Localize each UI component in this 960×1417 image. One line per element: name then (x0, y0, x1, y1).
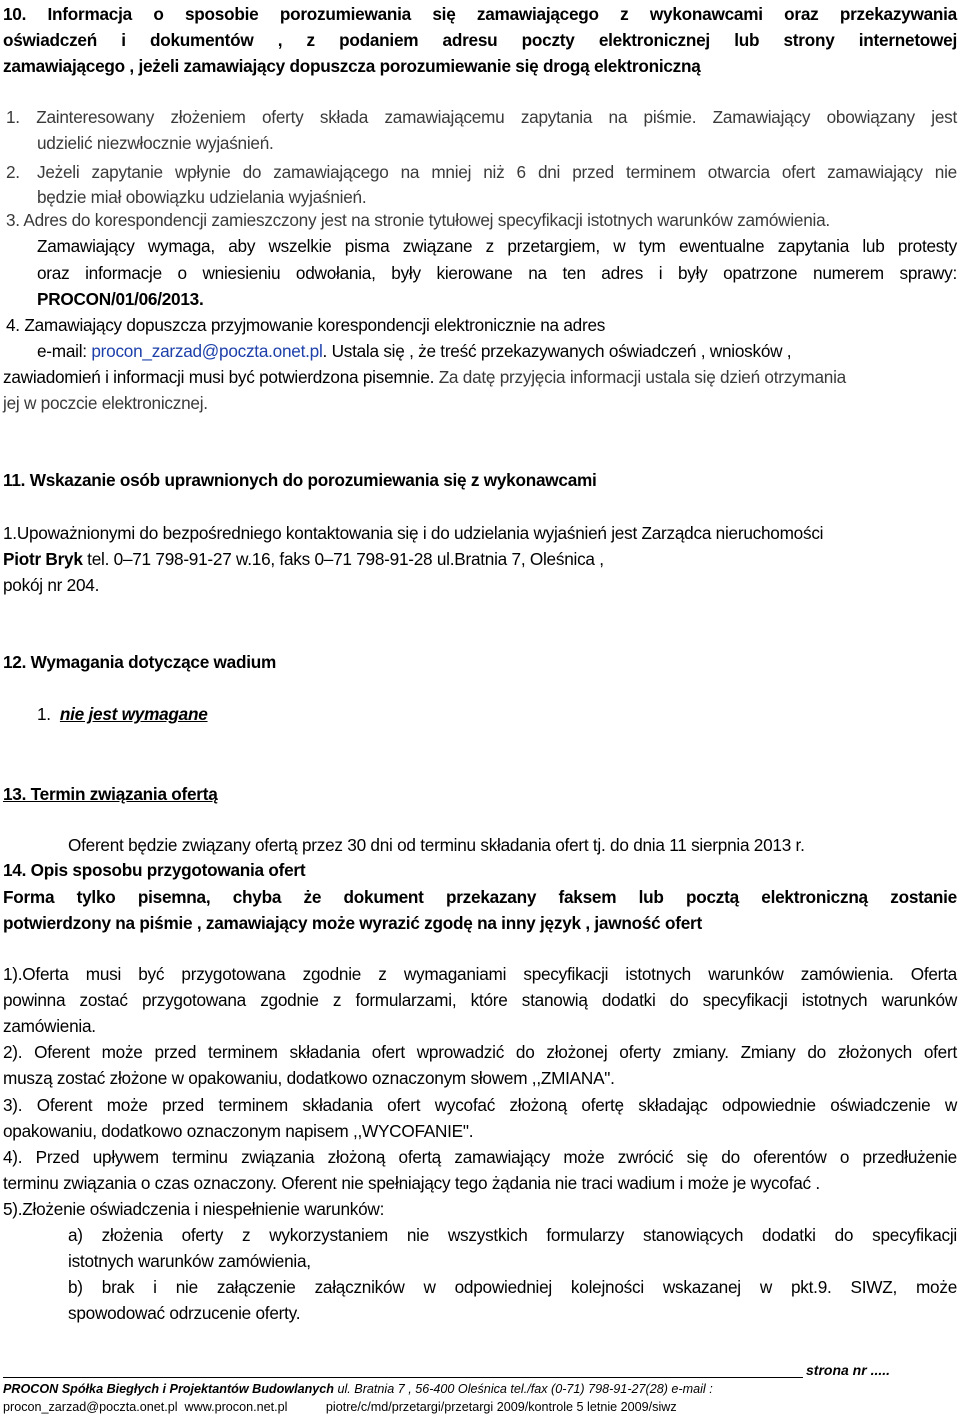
section-10-item-1-line-1: 1. Zainteresowany złożeniem oferty składa zamawiającemu zapytania na piśmie. Zamawiający obowiązany jest (6, 107, 957, 127)
section-14-p3-line-1: 3). Oferent może przed terminem składania ofert wycofać złożoną ofertę składając odpowiednie oświadczenie w (3, 1095, 957, 1115)
footer-website[interactable]: www.procon.net.pl (184, 1400, 288, 1414)
case-number: PROCON/01/06/2013. (37, 289, 204, 309)
footer-contact-line (3, 1400, 677, 1415)
section-10-item-2-line-1: Jeżeli zapytanie wpłynie do zamawiającego na mniej niż 6 dni przed terminem otwarcia ofert zamawiający nie (37, 162, 957, 182)
section-10-item-3-line-3: oraz informacje o wniesieniu odwołania, były kierowane na ten adres i były opatrzone numerem sprawy: (37, 263, 957, 283)
footer-file-path: piotre/c/md/przetargi/przetargi 2009/kontrole 5 letnie 2009/siwz (325, 1400, 677, 1414)
section-14-p4-line-2: terminu związania o czas oznaczony. Oferent nie spełniający tego żądania nie traci wadium i może je wycofać . (3, 1173, 820, 1193)
section-11-title: 11. Wskazanie osób uprawnionych do porozumiewania się z wykonawcami (3, 470, 597, 490)
footer-company-line (3, 1382, 713, 1397)
section-14-p2-line-1: 2). Oferent może przed terminem składania ofert wprowadzić do złożonej oferty zmiany. Zmiany do złożonych ofert (3, 1042, 957, 1062)
section-12-title: 12. Wymagania dotyczące wadium (3, 652, 277, 672)
footer-company-name: PROCON Spółka Biegłych i Projektantów Budowlanych (3, 1382, 334, 1396)
section-10-item-4-line-3 (3, 366, 846, 388)
footer-email[interactable]: procon_zarzad@poczta.onet.pl (3, 1400, 178, 1414)
section-10-item-4-line-1: 4. Zamawiający dopuszcza przyjmowanie korespondencji elektronicznie na adres (6, 315, 606, 335)
section-14-p3-line-2: opakowaniu, dodatkowo oznaczonym napisem ,,WYCOFANIE". (3, 1121, 474, 1141)
section-14-p1-line-2: powinna zostać przygotowana zgodnie z formularzami, które stanowią dodatki do specyfikacji istotnych warunków (3, 990, 957, 1010)
footer-address: ul. Bratnia 7 , 56-400 Oleśnica tel./fax (0-71) 798-91-27(28) e-mail : (334, 1382, 713, 1396)
section-14-a-line-1: a) złożenia oferty z wykorzystaniem nie wszystkich formularzy stanowiących dodatki do specyfikacji (68, 1225, 957, 1245)
section-14-p5-line-1: 5).Złożenie oświadczenia i niespełnienie warunków: (3, 1199, 385, 1219)
section-10-title-line-1: 10. Informacja o sposobie porozumiewania się zamawiającego z wykonawcami oraz przekazywania (3, 4, 957, 24)
section-14-p2-line-2: muszą zostać złożone w opakowaniu, dodatkowo oznaczonym słowem ,,ZMIANA". (3, 1068, 615, 1088)
section-10-item-4-line-2 (37, 340, 791, 362)
deposit-not-required: nie jest wymagane (59, 704, 208, 724)
section-13-title: 13. Termin związania ofertą (3, 784, 218, 804)
section-12-item-number: 1. (37, 704, 51, 724)
section-14-p4-line-1: 4). Przed upływem terminu związania złożoną ofertą zamawiający może zwrócić się do oferentów o przedłużenie (3, 1147, 957, 1167)
section-10-title-line-2: oświadczeń i dokumentów , z podaniem adresu poczty elektronicznej lub strony internetowej (3, 30, 957, 50)
section-14-b-line-1: b) brak i nie załączenie załączników w odpowiedniej kolejności wskazanej w pkt.9. SIWZ, może (68, 1277, 957, 1297)
section-14-p1-line-3: zamówienia. (3, 1016, 96, 1036)
page-number-label: strona nr ..... (806, 1362, 891, 1378)
section-10-item-3-line-2: Zamawiający wymaga, aby wszelkie pisma związane z przetargiem, w tym ewentualne zapytania lub protesty (37, 236, 957, 256)
section-10-item-4-line-4: jej w poczcie elektronicznej. (3, 393, 208, 413)
section-10-item-3-line-1: 3. Adres do korespondencji zamieszczony jest na stronie tytułowej specyfikacji istotnych warunków zamówienia. (6, 210, 830, 230)
section-12-item (37, 703, 208, 725)
section-10-item-1-line-2: udzielić niezwłocznie wyjaśnień. (37, 133, 274, 153)
section-14-title: 14. Opis sposobu przygotowania ofert (3, 860, 306, 880)
email-link[interactable]: procon_zarzad@poczta.onet.pl (91, 341, 323, 361)
email-line-rest: . Ustala się , że treść przekazywanych oświadczeń , wniosków , (322, 341, 792, 361)
section-11-line-1: 1.Upoważnionymi do bezpośredniego kontaktowania się i do udzielania wyjaśnień jest Zarządca nieruchomości (3, 523, 824, 543)
section-10-item-2-number: 2. (6, 162, 20, 182)
item-4-text-b: Za datę przyjęcia informacji ustala się dzień otrzymania (438, 367, 846, 387)
section-14-bold-line-2: potwierdzony na piśmie , zamawiający może wyrazić zgodę na inny język , jawność ofert (3, 913, 702, 933)
email-prefix: e-mail: (37, 341, 92, 361)
section-11-line-2 (3, 548, 604, 570)
section-14-b-line-2: spowodować odrzucenie oferty. (68, 1303, 301, 1323)
contact-details: tel. 0–71 798-91-27 w.16, faks 0–71 798-91-28 ul.Bratnia 7, Oleśnica , (82, 549, 604, 569)
section-14-bold-line-1: Forma tylko pisemna, chyba że dokument przekazany faksem lub pocztą elektroniczną zostanie (3, 887, 957, 907)
section-11-line-3: pokój nr 204. (3, 575, 100, 595)
contact-person-name: Piotr Bryk (3, 549, 83, 569)
section-10-item-2-line-2: będzie miał obowiązku udzielania wyjaśnień. (37, 187, 367, 207)
section-13-text: Oferent będzie związany ofertą przez 30 dni od terminu składania ofert tj. do dnia 11 sierpnia 2013 r. (68, 835, 805, 855)
section-14-a-line-2: istotnych warunków zamówienia, (68, 1251, 311, 1271)
section-10-title-line-3: zamawiającego , jeżeli zamawiający dopuszcza porozumiewanie się drogą elektroniczną (3, 56, 701, 76)
footer-rule (3, 1377, 803, 1378)
item-4-text-a: zawiadomień i informacji musi być potwierdzona pisemnie. (3, 367, 439, 387)
section-14-p1-line-1: 1).Oferta musi być przygotowana zgodnie z wymaganiami specyfikacji istotnych warunków zamówienia. Oferta (3, 964, 957, 984)
